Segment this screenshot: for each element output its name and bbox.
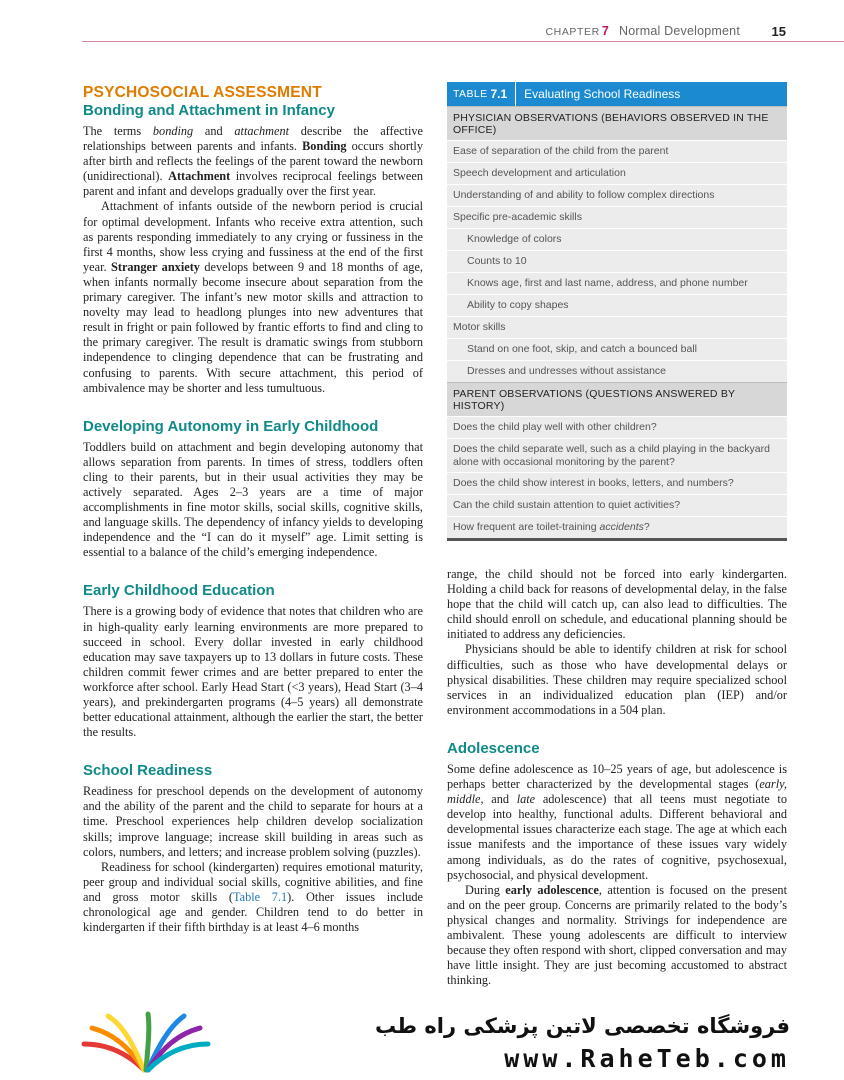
store-banner [34,994,810,1080]
store-name: فروشگاه تخصصی لاتین پزشکی راه طب [375,1014,790,1038]
heading-bonding: Bonding and Attachment in Infancy [83,102,335,119]
chapter-title: Normal Development [618,24,740,38]
table-school-readiness [447,82,787,541]
table-parent-header: PARENT OBSERVATIONS (QUESTIONS ANSWERED BY HISTORY) [447,382,787,416]
paragraph-bonding-1: The terms bonding and attachment describe the affective relationships between parents and infants. Bonding occurs shortly after birth and reflects the feelings of the parent toward the newborn (unidirectional). Attachment involves reciprocal feelings between parent and infant and develops gradually over the first year. [83,124,423,199]
paragraph-adolescence-2: During early adolescence, attention is focused on the present and on the peer group. Concerns are primarily related to the body’s physical changes and normality. Strivings for independence are ambivalent. These young adolescents are difficult to interview because they often respond with short, clipped conversation and may have little insight. They are just becoming accustomed to abstract thinking. [447,882,787,988]
heading-education: Early Childhood Education [83,582,275,600]
heading-adolescence: Adolescence [447,739,540,757]
table-row: Motor skills [447,316,787,338]
right-column [447,567,787,988]
table-row: Speech development and articulation [447,162,787,184]
paragraph-right-2: Physicians should be able to identify children at risk for school difficulties, such as those who have developmental delays or physical disabilities. These children may require specialized school services in an individualized education plan (IEP) and/or environment accommodations in a 504 plan. [447,642,787,717]
table-row: How frequent are toilet-training accidents? [447,516,787,538]
table-row: Ability to copy shapes [447,294,787,316]
table-row: Ease of separation of the child from the parent [447,140,787,162]
paragraph-bonding-2: Attachment of infants outside of the newborn period is crucial for optimal development. Infants who receive extra attention, such as parents responding immediately to any crying or fussiness in the first 4 months, show less crying and fussiness at the end of the first year. Stranger anxiety develops between 9 and 18 months of age, when infants normally become insecure about separation from the primary caregiver. The infant’s new motor skills and attraction to novelty may lead to headlong plunges into new adventures that result in fright or pain followed by frantic efforts to find and cling to the primary caregiver. The result is dramatic swings from stubborn independence to clinging dependence that can be frustrating and confusing to parents. With secure attachment, this period of ambivalence may be shorter and less tumultuous. [83,199,423,395]
paragraph-education: There is a growing body of evidence that notes that children who are in high-quality early learning environments are more prepared to succeed in school. Every dollar invested in early childhood education may save taxpayers up to 13 dollars in future costs. These children commit fewer crimes and are better prepared to enter the workforce after school. Early Head Start (<3 years), Head Start (3–4 years), and prekindergarten programs (4–5 years) all demonstrate better educational attainment, although the earlier the start, the better the results. [83,604,423,740]
table-label: TABLE [453,88,488,100]
paragraph-school-1: Readiness for preschool depends on the development of autonomy and the ability of the parent and the child to separate for hours at a time. Preschool experiences help children develop socialization skills; improve language; increase skill building in areas such as colors, numbers, and letters; and increase problem solving (puzzles). [83,784,423,859]
table-row: Counts to 10 [447,250,787,272]
table-row: Does the child separate well, such as a child playing in the backyard alone with occasional monitoring by the parent? [447,438,787,472]
heading-school-readiness: School Readiness [83,762,213,780]
table-row: Understanding of and ability to follow complex directions [447,184,787,206]
chapter-number: 7 [601,24,609,38]
table-row: Can the child sustain attention to quiet activities? [447,494,787,516]
chapter-word: CHAPTER [545,26,600,38]
left-column [83,84,423,935]
table-row: Stand on one foot, skip, and catch a bounced ball [447,338,787,360]
table-reference-link[interactable]: Table 7.1 [232,889,288,904]
table-title: Evaluating School Readiness [524,87,681,101]
table-row: Does the child show interest in books, letters, and numbers? [447,472,787,494]
table-number: 7.1 [490,87,508,101]
table-row: Specific pre-academic skills [447,206,787,228]
book-logo-icon [78,1010,214,1074]
heading-autonomy: Developing Autonomy in Early Childhood [83,417,379,435]
paragraph-adolescence-1: Some define adolescence as 10–25 years of age, but adolescence is perhaps better characterized by the developmental stages (early, middle, and late adolescence) that all teens must negotiate to develop into healthy, functional adults. Different behavioral and developmental issues characterize each stage. The age at which each issue manifests and the importance of these issues vary widely among individuals, as do the rates of cognitive, psychosexual, psychosocial, and physical development. [447,761,787,882]
store-url[interactable]: www.RaheTeb.com [504,1044,790,1073]
table-bottom-rule [447,538,787,541]
paragraph-autonomy: Toddlers build on attachment and begin developing autonomy that allows separation from parents. In times of stress, toddlers often cling to their parents, but in their usual activities they may be actively separated. Ages 2–3 years are a time of major accomplishments in fine motor skills, social skills, cognitive skills, and language skills. The dependency of infancy yields to developing independence and the “I can do it myself” age. Limit setting is essential to a balance of the child’s emerging independence. [83,439,423,560]
table-row: Knowledge of colors [447,228,787,250]
section-title: PSYCHOSOCIAL ASSESSMENT [83,84,322,101]
page-number: 15 [771,24,786,39]
table-row: Dresses and undresses without assistance [447,360,787,382]
table-row: Knows age, first and last name, address, and phone number [447,272,787,294]
chapter-label [545,24,740,38]
paragraph-school-2: Readiness for school (kindergarten) requires emotional maturity, peer group and individual social skills, cognitive abilities, and fine and gross motor skills (Table 7.1). Other issues include chronological age and gender. Children tend to do better in kindergarten if their fifth birthday is at least 4–6 months [83,859,423,935]
table-physician-header: PHYSICIAN OBSERVATIONS (BEHAVIORS OBSERVED IN THE OFFICE) [447,106,787,140]
table-title-bar [447,82,787,106]
paragraph-right-1: range, the child should not be forced into early kindergarten. Holding a child back for reasons of developmental delay, in the false hope that the child will catch up, can also lead to difficulties. The child should enroll on schedule, and educational planning should be initiated to address any deficiencies. [447,567,787,642]
header-rule [82,41,844,42]
table-row: Does the child play well with other children? [447,416,787,438]
running-header [0,24,844,42]
